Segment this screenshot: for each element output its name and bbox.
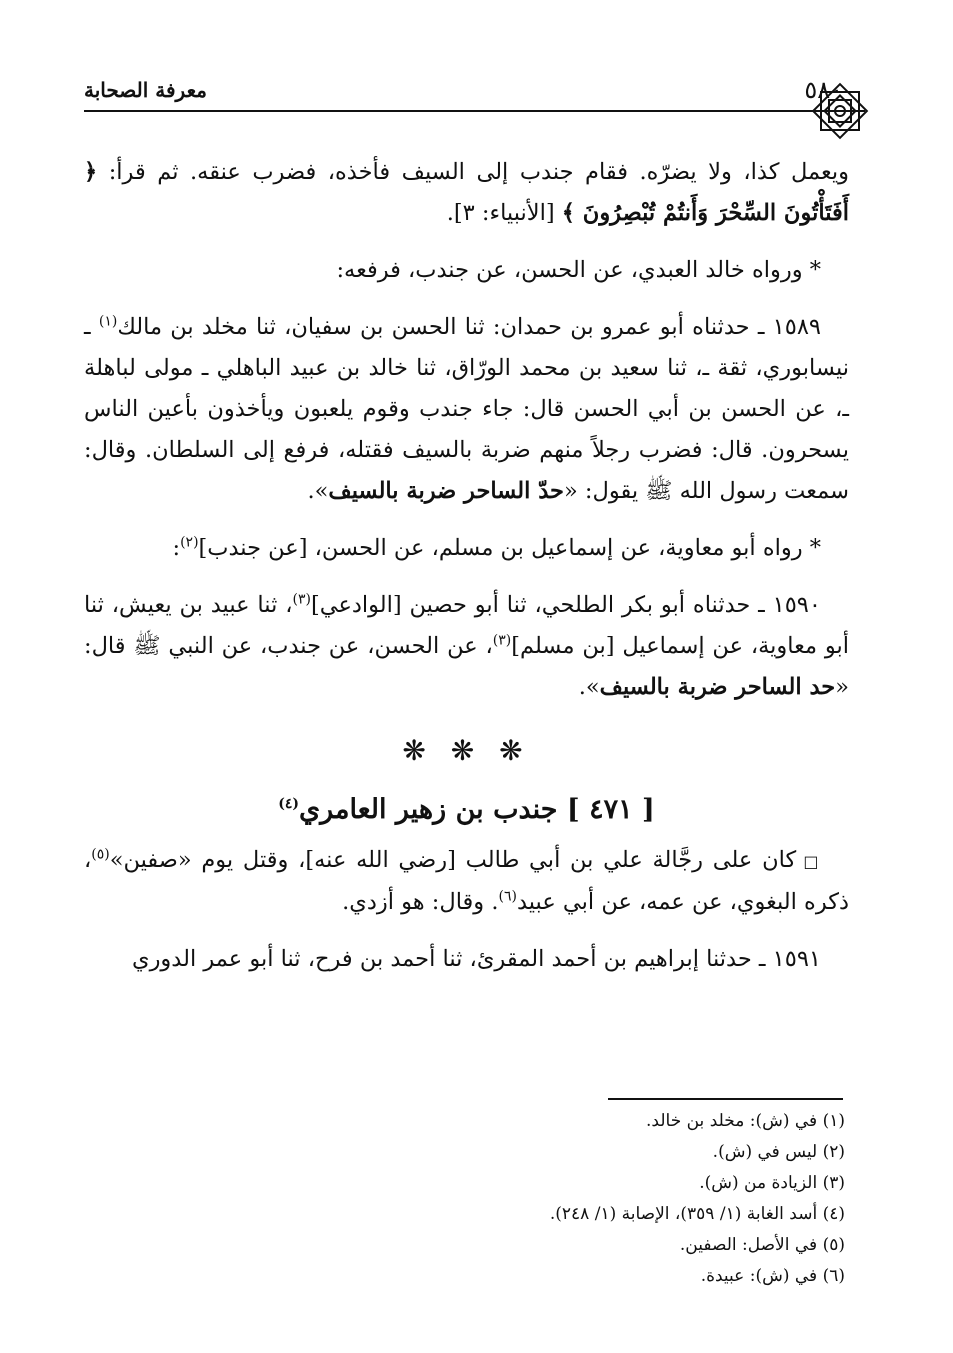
footnote-6: (٦) في (ش): عبيدة.: [700, 1266, 845, 1286]
footnote-3: (٣) الزيادة من (ش).: [699, 1173, 845, 1193]
footnote-ref: (٣): [492, 632, 512, 649]
hadith-1590-end: ».: [578, 674, 600, 700]
hadith-1589-text-a: ١٥٨٩ ـ حدثناه أبو عمرو بن حمدان: ثنا الحسن بن سفيان، ثنا مخلد بن مالك: [117, 314, 822, 340]
chapter-heading: [84, 789, 849, 830]
hadith-1589-quote: حدّ الساحر ضربة بالسيف: [328, 478, 564, 504]
hadith-1590: [84, 585, 849, 708]
paragraph-2: * ورواه خالد العبدي، عن الحسن، عن جندب، فرفعه:: [336, 257, 821, 283]
footnote-ref: (٣): [292, 591, 311, 608]
footnote-ref: (٤): [278, 796, 299, 812]
footnote-2: (٢) ليس في (ش).: [712, 1142, 845, 1162]
footnote-5: (٥) في الأصل: الصفين.: [679, 1235, 845, 1255]
hadith-1590-text-b: ، ثنا عبيد بن يعيش، ثنا أبو معاوية، عن إسماعيل [بن مسلم]: [84, 592, 849, 659]
biography-paragraph: [84, 840, 849, 923]
biography-text-b: ، ذكره البغوي، عن عمه، عن أبي عبيد: [84, 847, 849, 915]
footnote-ref: (٦): [498, 888, 517, 905]
page-header: [84, 68, 843, 112]
footnote-ref: (٢): [180, 534, 199, 551]
footnotes: [245, 1106, 845, 1292]
footnote-rule: [608, 1098, 843, 1100]
hadith-1591: ١٥٩١ ـ حدثنا إبراهيم بن أحمد المقرئ، ثنا أحمد بن فرح، ثنا أبو عمر الدوري: [131, 946, 821, 972]
verse-reference: [الأنبياء: ٣].: [446, 200, 562, 226]
footnote-ref: (٥): [91, 846, 110, 863]
page-number: ٥٨٠: [804, 76, 843, 104]
quran-verse: ﴿ أَفَتَأْتُونَ السِّحْرَ وَأَنتُمْ تُبْصِرُونَ ﴾: [84, 159, 849, 226]
hadith-1589: [84, 307, 849, 512]
chapter-title: [ ٤٧١ ] جندب بن زهير العامري: [299, 794, 655, 825]
page-title: معرفة الصحابة: [84, 78, 207, 102]
hadith-1590-quote: حد الساحر ضربة بالسيف: [599, 674, 836, 700]
biography-text-c: . وقال: هو أزدي.: [342, 889, 499, 915]
paragraph-4: [84, 528, 849, 569]
paragraph-1: [84, 152, 849, 234]
footnote-ref: (١): [98, 313, 118, 330]
hadith-1589-end: ».: [307, 478, 329, 504]
hadith-1590-text-c: ، عن الحسن، عن جندب، عن النبي ﷺ قال: «: [84, 633, 849, 700]
paragraph-4-text: * رواه أبو معاوية، عن إسماعيل بن مسلم، عن الحسن، [عن جندب]: [198, 535, 821, 561]
footnote-1: (١) في (ش): مخلد بن خالد.: [646, 1111, 845, 1131]
header-rule: [84, 110, 865, 112]
paragraph-4-end: :: [172, 535, 181, 561]
section-separator: ❋ ❋ ❋: [402, 734, 531, 767]
page-body: [84, 152, 849, 980]
hadith-1590-text-a: ١٥٩٠ ـ حدثناه أبو بكر الطلحي، ثنا أبو حصين [الوادعي]: [310, 592, 821, 618]
footnote-4: (٤) أسد الغابة (١/ ٣٥٩)، الإصابة (١/ ٢٤٨).: [549, 1204, 845, 1224]
biography-text-a: كان على رجَّالة علي بن أبي طالب [رضي الله عنه]، وقتل يوم «صفين»: [109, 847, 804, 873]
paragraph-1-text: ويعمل كذا، ولا يضرّه. فقام جندب إلى السيف فأخذه، فضرب عنقه. ثم قرأ:: [108, 159, 849, 185]
square-marker-icon: □: [803, 852, 821, 871]
hadith-1589-text-b: ـ نيسابوري، ثقة ـ، ثنا سعيد بن محمد الورّاق، ثنا خالد بن عبيد الباهلي ـ مولى لباهلة ـ، عن الحسن بن أبي الحسن قال: جاء جندب وقوم يلعبون ويأخذون بأعين الناس يسحرون. قال: فضرب رجلاً منهم ضربة بالسيف فقتله، فرفع إلى السلطان. وقال: سمعت رسول الله ﷺ يقول: «: [84, 314, 849, 504]
